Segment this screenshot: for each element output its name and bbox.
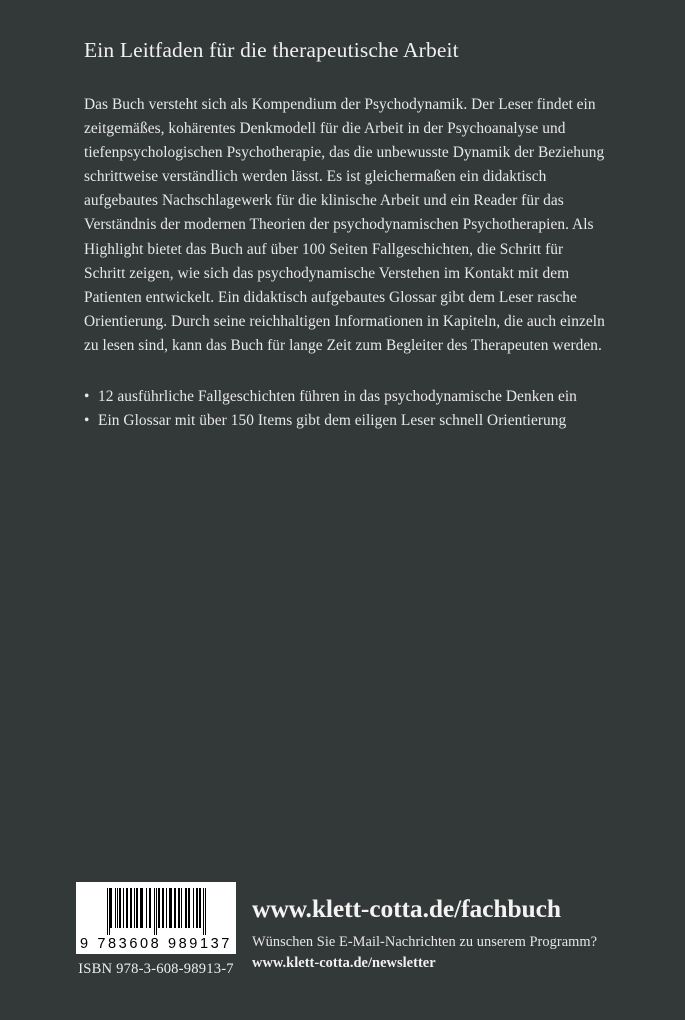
blurb-text: Das Buch versteht sich als Kompendium der Psychodynamik. Der Leser findet ein zeitgemäßes, kohärentes Denkmodell für die Arbeit in der Psychoanalyse und tiefenpsychologischen Psychotherapie, das die unbewusste Dynamik der Beziehung schrittweise verständlich werden lässt. Es ist gleichermaßen ein didaktisch aufgebautes Nachschlagewerk für die klinische Arbeit und ein Reader für das Verständnis der modernen Theorien der psychodynamischen Psychotherapien. Als Highlight bietet das Buch auf über 100 Seiten Fallgeschichten, die Schritt für Schritt zeigen, wie sich das psychodynamische Verstehen im Kontakt mit dem Patienten entwickelt. Ein didaktisch aufgebautes Glossar gibt dem Leser rasche Orientierung. Durch seine reichhaltigen Informationen in Kapiteln, die auch einzeln zu lesen sind, kann das Buch für lange Zeit zum Begleiter des Therapeuten werden. [84, 96, 605, 354]
blurb-section [84, 93, 606, 358]
barcode-digits: 9 783608 989137 [80, 936, 232, 952]
feature-list [84, 385, 606, 433]
page-title: Ein Leitfaden für die therapeutische Arbeit [84, 38, 459, 62]
newsletter-question: Wünschen Sie E-Mail-Nachrichten zu unserem Programm? [252, 934, 598, 950]
cover-footer [0, 872, 685, 1020]
list-item [84, 385, 606, 409]
list-item [84, 409, 606, 433]
barcode-card [76, 882, 236, 954]
publisher-website: www.klett-cotta.de/fachbuch [252, 894, 561, 923]
list-item-label: 12 ausführliche Fallgeschichten führen in das psychodynamische Denken ein [98, 388, 577, 406]
bullet-icon: • [84, 388, 90, 406]
barcode-block [76, 882, 241, 978]
cover-content [84, 36, 606, 433]
isbn-text: ISBN 978-3-608-98913-7 [78, 961, 234, 977]
newsletter-website: www.klett-cotta.de/newsletter [252, 955, 436, 971]
barcode-image [83, 888, 229, 935]
bullet-icon: • [84, 412, 90, 430]
list-item-label: Ein Glossar mit über 150 Items gibt dem eiligen Leser schnell Orientierung [98, 412, 567, 430]
publisher-block [252, 894, 652, 973]
